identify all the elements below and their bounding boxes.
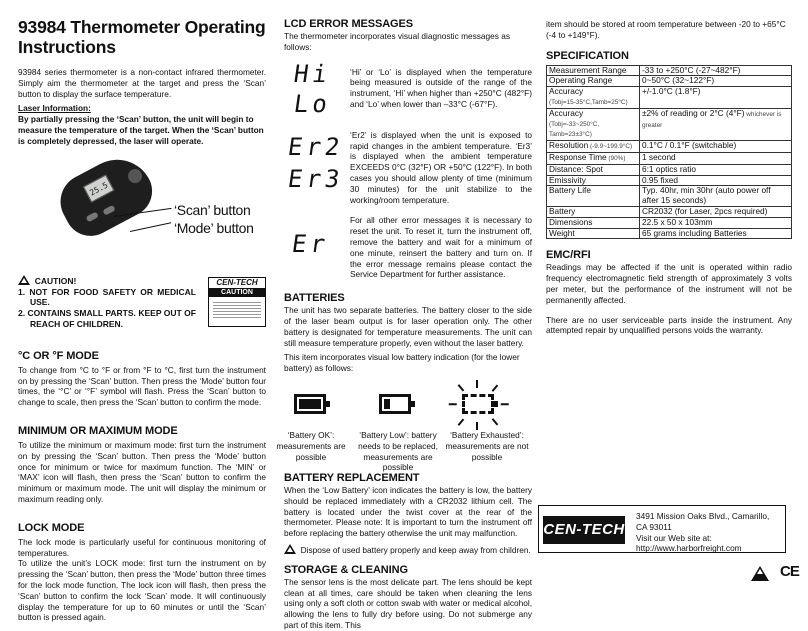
caution-heading: CAUTION! bbox=[34, 275, 77, 286]
spec-value: 6:1 optics ratio bbox=[640, 164, 792, 175]
spec-value: CR2032 (for Laser, 2pcs required) bbox=[640, 206, 792, 217]
spec-row bbox=[547, 65, 792, 76]
spec-row bbox=[547, 141, 792, 153]
replacement-heading: BATTERY REPLACEMENT bbox=[284, 471, 420, 484]
mode-leader-line bbox=[130, 222, 171, 232]
battery-flash-ray bbox=[458, 384, 464, 391]
cen-tech-logo: CEN-TECH bbox=[543, 516, 625, 544]
caution-card-fineprint bbox=[213, 300, 261, 320]
section-text-lock-1: The lock mode is particularly useful for continuous monitoring of temperatures. bbox=[18, 536, 266, 558]
spec-row bbox=[547, 152, 792, 164]
warning-icon bbox=[751, 566, 769, 585]
spec-key-condition: (90%) bbox=[606, 154, 626, 162]
scan-button-shape bbox=[86, 211, 99, 222]
spec-key: Accuracy (Tobj=-33~250°C, Tamb=23±3°C) bbox=[547, 108, 640, 140]
section-heading-unit-mode: °C OR °F MODE bbox=[18, 349, 99, 362]
spec-row bbox=[547, 76, 792, 87]
spec-row bbox=[547, 228, 792, 239]
thermometer-image bbox=[51, 147, 161, 245]
column-left bbox=[18, 0, 266, 623]
storage-text-part-1: The sensor lens is the most delicate part. The lens should be kept clean at all times, care should be taken when cleaning the lens using only a soft cloth or cotton swab with water or medical alcohol, allowing the lens to fully dry before using. Do not submerge any part of this item. This bbox=[284, 576, 532, 630]
battery-flash-ray bbox=[492, 384, 498, 391]
emc-text-2: There are no user serviceable parts inside the instrument. Any attempted repair by unqualified persons voids the warranty. bbox=[546, 314, 792, 336]
spec-key: Emissivity bbox=[547, 175, 640, 186]
spec-value-note: whichever is greater bbox=[642, 110, 782, 129]
spec-row bbox=[547, 206, 792, 217]
lcd-code-hi: Hi bbox=[292, 59, 333, 88]
battery-ok-icon bbox=[294, 394, 326, 414]
spec-row bbox=[547, 175, 792, 186]
address-text: 3491 Mission Oaks Blvd., Camarillo, CA 93011 bbox=[636, 511, 770, 532]
spec-value: 1 second bbox=[640, 152, 792, 164]
page-title: 93984 Thermometer Operating Instructions bbox=[18, 17, 266, 57]
sensor-lens-shape bbox=[126, 166, 145, 185]
spec-key: Distance: Spot bbox=[547, 164, 640, 175]
warning-icon bbox=[18, 275, 30, 285]
section-text-unit-mode: To change from °C to °F or from °F to °C, first turn the instrument on by pressing the ‘Scan’ button. Then press the ‘Mode’ button four times, the ‘°C’ or ‘°F’ symbol will flash. Press the ‘Scan’ button to change to scale, then press the ‘Scan’ button to confirm the mode. bbox=[18, 364, 266, 408]
spec-value: 65 grams including Batteries bbox=[640, 228, 792, 239]
lcd-er23-text: ‘Er2’ is displayed when the unit is exposed to rapid changes in the ambient temperature. ‘Er3’ is displayed when the ambient temperature EXCEEDS 0°C (32°F) OR +50°C (122°F). In both cases you should allow plenty of time (minimum 30 minutes) for the unit stabilize to the working/room temperature. bbox=[350, 129, 532, 205]
thermometer-figure bbox=[18, 153, 266, 273]
spec-key: Dimensions bbox=[547, 217, 640, 228]
spec-table bbox=[546, 65, 792, 240]
battery-flash-ray bbox=[449, 403, 457, 405]
laser-heading: Laser Information: bbox=[18, 103, 91, 114]
spec-key: Battery Life bbox=[547, 186, 640, 207]
spec-value: -33 to +250°C (-27~482°F) bbox=[640, 65, 792, 76]
address-block bbox=[636, 511, 776, 554]
battery-indicators bbox=[276, 380, 532, 473]
spec-value: 22.5 x 50 x 103mm bbox=[640, 217, 792, 228]
battery-ok-fill bbox=[299, 399, 321, 409]
storage-heading: STORAGE & CLEANING bbox=[284, 563, 408, 576]
section-heading-min-max: MINIMUM OR MAXIMUM MODE bbox=[18, 424, 178, 437]
laser-text: By partially pressing the ‘Scan’ button, the unit will begin to measure the temperature of the target. When the ‘Scan’ button is completely depressed, the laser will operate. bbox=[18, 114, 264, 146]
emc-heading: EMC/RFI bbox=[546, 249, 591, 262]
lcd-er-text: For all other error messages it is necessary to reset the unit. To reset it, turn the instrument off, remove the battery and wait for a minimum of one minute, reinsert the battery and turn on. If the error message remains please contact the Service Department for further assistance. bbox=[350, 215, 532, 280]
lcd-hi-lo-row bbox=[284, 59, 532, 118]
spec-value: 0.95 fixed bbox=[640, 175, 792, 186]
battery-exhausted-caption: ‘Battery Exhausted’: measurements are not possible bbox=[445, 429, 529, 462]
storage-text-part-2: item should be stored at room temperature between -20 to +65°C (-4 to +149°F). bbox=[546, 19, 786, 40]
spec-key-condition: (Tobj=-33~250°C, Tamb=23±3°C) bbox=[549, 120, 600, 139]
battery-flash-ray bbox=[501, 403, 509, 405]
spec-row bbox=[547, 164, 792, 175]
scan-button-callout: ‘Scan’ button bbox=[174, 201, 251, 218]
caution-block bbox=[18, 275, 266, 330]
caution-item: 2. CONTAINS SMALL PARTS. KEEP OUT OF REACH OF CHILDREN. bbox=[18, 308, 196, 329]
mode-button-callout: ‘Mode’ button bbox=[174, 219, 254, 236]
ce-mark-icon: CE bbox=[780, 563, 799, 580]
emc-text-1: Readings may be affected if the unit is operated within radio frequency electromagnetic field strength of approximately 3 volts per meter, but the performance of the instrument will not be permanently affected. bbox=[546, 262, 792, 305]
spec-value: ±2% of reading or 2°C (4°F) whichever is greater bbox=[640, 108, 792, 140]
lcd-code-er: Er bbox=[290, 230, 331, 259]
lcd-hi-lo-text: ‘Hi’ or ‘Lo’ is displayed when the temperature being measured is outside of the range of the instrument, ‘Hi’ when higher than +250°C (482°F) and ‘Lo’ when lower than –33°C (-67°F). bbox=[350, 66, 532, 109]
lcd-code-lo: Lo bbox=[292, 89, 333, 118]
lcd-er2-er3-row bbox=[284, 130, 532, 206]
spec-value: +/-1.0°C (1.8°F) bbox=[640, 87, 792, 109]
lcd-er-row bbox=[284, 215, 532, 280]
mode-button-shape bbox=[102, 204, 115, 215]
battery-low-icon bbox=[379, 394, 411, 414]
spec-row bbox=[547, 186, 792, 207]
spec-key: Battery bbox=[547, 206, 640, 217]
spec-key: Weight bbox=[547, 228, 640, 239]
website-link[interactable]: http://www.harborfreight.com bbox=[636, 543, 742, 554]
spec-key: Resolution (-9.9~199.9°C) bbox=[547, 141, 640, 153]
brand-footer bbox=[538, 505, 786, 553]
column-middle bbox=[276, 0, 532, 631]
battery-flash-ray bbox=[458, 418, 464, 425]
battery-flash-ray bbox=[476, 422, 478, 430]
battery-flash-ray bbox=[492, 418, 498, 425]
spec-row bbox=[547, 108, 792, 140]
battery-low-caption: ‘Battery Low’: battery needs to be replaced, measurements are possible bbox=[358, 429, 438, 473]
spec-value: 0.1°C / 0.1°F (switchable) bbox=[640, 141, 792, 153]
section-text-min-max: To utilize the minimum or maximum mode: first turn the instrument on by pressing the ‘Scan’ button. Then press the ‘Mode’ button once for minimum or twice for maximum function. The ‘MIN’ or ‘MAX’ icon will flash, then press the ‘Scan’ button to confirm the minimum or maximum mode. The unit will display the minimum or maximum reading only. bbox=[18, 439, 266, 504]
spec-heading: SPECIFICATION bbox=[546, 49, 629, 62]
caution-card-band: CAUTION bbox=[209, 288, 265, 297]
battery-ok-caption: ‘Battery OK’: measurements are possible bbox=[276, 429, 346, 462]
lcd-code-er3: Er3 bbox=[286, 164, 346, 193]
column-right bbox=[546, 0, 792, 336]
section-heading-lock: LOCK MODE bbox=[18, 521, 85, 534]
battery-exhausted-icon bbox=[462, 394, 494, 414]
spec-key: Accuracy (Tobj=15-35°C,Tamb=25°C) bbox=[547, 87, 640, 109]
battery-low-fill bbox=[384, 399, 390, 409]
caution-item: 1. NOT FOR FOOD SAFETY OR MEDICAL USE. bbox=[18, 286, 196, 308]
spec-row bbox=[547, 87, 792, 109]
section-text-lock-2: To utilize the unit’s LOCK mode: first turn the instrument on by pressing the ‘Scan’ button, then press the ‘Mode’ button three times for the lock mode function. The lock icon will flash, then press the ‘Scan’ button to confirm the lock ‘Scan’ mode. It will continuously display the temperature for up to 60 minutes or until the ‘Scan’ button is pressed again. bbox=[18, 558, 266, 623]
lcd-heading: LCD ERROR MESSAGES bbox=[284, 18, 413, 30]
lcd-intro: The thermometer incorporates visual diagnostic messages as follows: bbox=[284, 31, 510, 52]
spec-key: Response Time (90%) bbox=[547, 152, 640, 164]
intro-text: 93984 series thermometer is a non-contact infrared thermometer. Simply aim the thermometer at the target and press the ‘Scan’ button to display the surface temperature. bbox=[18, 67, 266, 99]
lcd-code-er2: Er2 bbox=[286, 132, 346, 161]
batteries-text-1: The unit has two separate batteries. The battery closer to the side of the laser beam output is for laser operation only. The other battery is designated for temperature measurements. The unit can still measure temperature properly, even without the laser battery. bbox=[284, 305, 532, 348]
caution-label-card bbox=[208, 277, 266, 327]
warning-icon bbox=[284, 544, 296, 554]
batteries-text-2: This item incorporates visual low battery indication (for the lower battery) as follows: bbox=[284, 352, 520, 374]
replacement-text: When the ‘Low Battery’ icon indicates the battery is low, the battery should be replaced immediately with a CR2032 lithium cell. The battery is located under the twist cover at the rear of the thermometer. Please note: It is important to turn the instrument off before replacing the battery otherwise the unit may malfunction. bbox=[284, 484, 532, 539]
spec-row bbox=[547, 217, 792, 228]
battery-flash-ray bbox=[476, 380, 478, 388]
spec-key-condition: (Tobj=15-35°C,Tamb=25°C) bbox=[549, 98, 628, 106]
spec-value: 0~50°C (32~122°F) bbox=[640, 76, 792, 87]
spec-key: Operating Range bbox=[547, 76, 640, 87]
spec-key: Measurement Range bbox=[547, 65, 640, 76]
spec-value: Typ. 40hr, min 30hr (auto power off after 15 seconds) bbox=[640, 186, 792, 207]
batteries-heading: BATTERIES bbox=[284, 292, 345, 305]
spec-key-condition: (-9.9~199.9°C) bbox=[588, 143, 633, 151]
visit-text: Visit our Web site at: bbox=[636, 532, 712, 543]
dispose-text: Dispose of used battery properly and keep away from children. bbox=[300, 544, 531, 555]
caution-card-brand: CEN-TECH bbox=[216, 277, 258, 287]
thermometer-screen: 25.5 bbox=[83, 174, 114, 202]
